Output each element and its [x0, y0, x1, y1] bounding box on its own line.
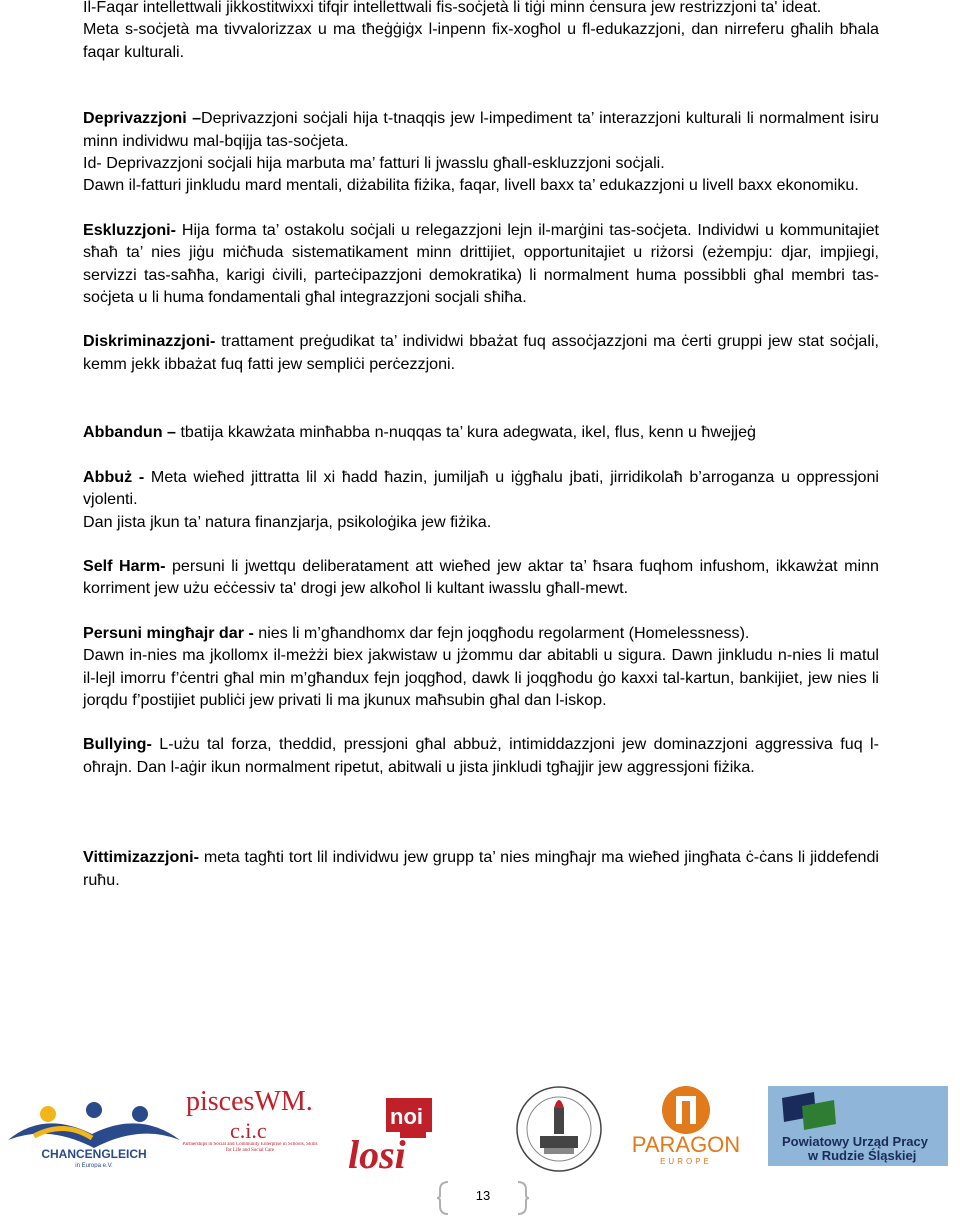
definition-deprivazzjoni: Deprivazzjoni soċjali hija t-tnaqqis jew l-impediment ta’ interazzjoni kulturali li normalment isiru minn individwu mal-bqijja tas-soċjeta. [83, 109, 879, 150]
noi-name: noi [390, 1104, 423, 1129]
paragraph-eskluzzjoni [83, 219, 879, 309]
pup-logo [768, 1086, 948, 1166]
term-deprivazzjoni: Deprivazzjoni – [83, 109, 202, 128]
definition-eskluzzjoni: Hija forma ta’ ostakolu soċjali u relegazzjoni lejn il-marġini tas-soċjeta. Individwi u kommunitajiet sħaħ ta’ nies jiġu miċħuda sistematikament minn drittijiet, opportunitajiet u riżorsi (eżempju: djar, impjiegi, servizzi tas-saħħa, karigi ċivili, parteċipazzjoni demokratika) li normalment huma possibbli għal membri tas-soċjeta u li huma fondamentali għal integrazzjoni socjali sħiħa. [83, 220, 879, 307]
definition-abbuz: Meta wieħed jittratta lil xi ħadd ħazin, jumiljaħ u iġgħalu jbati, jirridikolaħ b’arroganza u oppressjoni vjolenti. [83, 467, 879, 509]
term-abbuz: Abbuż - [83, 467, 145, 486]
pup-name: Powiatowy Urząd Pracy [782, 1134, 928, 1149]
chancengleich-name: CHANCENGLEICH [41, 1147, 147, 1161]
term-vittimizazzjoni: Vittimizazzjoni- [83, 848, 199, 867]
page-number: 13 [475, 1188, 491, 1203]
pisces-cic: c.i.c [230, 1118, 267, 1143]
paragraph-vittimizazzjoni [83, 846, 879, 891]
paragraph-abbandun [83, 421, 879, 443]
paragraph-deprivazzjoni-3: Dawn il-fatturi jinkludu mard mentali, diżabilita fiżika, faqar, livell baxx ta’ edukazzjoni u livell baxx ekonomiku. [83, 176, 859, 195]
paragraph-bullying [83, 733, 879, 778]
term-self-harm: Self Harm- [83, 556, 166, 575]
page-footer [0, 1180, 960, 1216]
noi-losi: losi [348, 1132, 406, 1172]
term-homelessness: Persuni mingħajr dar - [83, 623, 254, 642]
paragon-name: PARAGON [631, 1132, 741, 1157]
paragraph-homelessness-2: Dawn in-nies ma jkollomx il-meżżi biex jakwistaw u jżommu dar abitabli u sigura. Dawn jinkludu n-nies li matul il-lejl imorru f’ċentri għal min m’għandux fejn joqgħod, dawk li joqgħodu ġo kaxxi tal-kartun, bankijiet, jew nies li jorqdu f’postijiet publiċi jew privati li ma jkunux maħsubin għal dan l-iskop. [83, 646, 879, 709]
paragraph-deprivazzjoni-2: Id- Deprivazzjoni soċjali hija marbuta ma’ fatturi li jwasslu għall-eskluzzjoni soċjali. [83, 154, 665, 173]
school-seal-logo [510, 1084, 608, 1174]
partner-logos [0, 1078, 960, 1178]
definition-bullying: L-użu tal forza, theddid, pressjoni għal abbuż, intimiddazzjoni jew dominazzjoni aggressiva fuq l-oħrajn. Dan l-aġir ikun normalment ripetut, abitwali u jista jinkludi tgħajjir jew aggressjoni fiżika. [83, 735, 879, 776]
paragraph-faqar-kulturali: Meta s-soċjetà ma tivvalorizzax u ma tħeġġiġx l-inpenn fix-xogħol u fl-edukazzjoni, dan nirreferu għalih bħala faqar kulturali. [83, 20, 879, 61]
pisces-tagline: Partnerships in Social and Community Enterprise in Schools, Skills for Life and Social Care [182, 1142, 318, 1153]
pisces-logo [182, 1084, 318, 1170]
term-bullying: Bullying- [83, 735, 152, 754]
definition-diskriminazzjoni: trattament preġudikat ta’ individwi bbażat fuq assoċjazzjoni ma ċerti gruppi jew stat soċjali, kemm jekk ibbażat fuq fatti jew sempliċi perċezzjoni. [83, 332, 879, 373]
paragraph-abbuz [83, 466, 879, 511]
paragraph-homelessness [83, 622, 879, 644]
paragraph-deprivazzjoni [83, 107, 879, 152]
term-diskriminazzjoni: Diskriminazzjoni- [83, 332, 216, 351]
definition-homelessness: nies li m’għandhomx dar fejn joqgħodu regolarment (Homelessness). [253, 623, 750, 642]
noi-logo [328, 1098, 492, 1172]
definition-self-harm: persuni li jwettqu deliberatament att wieħed jew aktar ta’ ħsara fuqhom infushom, ikkawżat minn korriment jew użu eċċessiv ta' drogi jew alkoħol li kultant iwasslu għall-mewt. [83, 556, 879, 598]
paragon-logo [620, 1084, 752, 1172]
paragraph-self-harm [83, 555, 879, 600]
definition-vittimizazzjoni: meta tagħti tort lil individwu jew grupp ta’ nies mingħajr ma wieħed jingħata ċ-ċans li jiddefendi ruħu. [83, 848, 879, 889]
paragon-sub: EUROPE [660, 1157, 712, 1166]
chancengleich-logo [4, 1100, 184, 1168]
paragraph-diskriminazzjoni [83, 330, 879, 375]
pisces-name: piscesWM. [186, 1086, 313, 1117]
pup-sub: w Rudzie Śląskiej [808, 1148, 917, 1163]
term-abbandun: Abbandun – [83, 423, 176, 442]
document-body [83, 0, 879, 891]
paragraph-abbuz-2: Dan jista jkun ta’ natura finanzjarja, psikoloġika jew fiżika. [83, 512, 492, 531]
chancengleich-sub: in Europa e.V. [75, 1163, 113, 1168]
paragraph-faqar-intellettwali: Il-Faqar intellettwali jikkostitwixxi tifqir intellettwali fis-soċjetà li tiġi minn ċensura jew restrizzjoni ta' ideat. [83, 0, 822, 16]
definition-abbandun: tbatija kkawżata minħabba n-nuqqas ta’ kura adegwata, ikel, flus, kenn u ħwejjeġ [175, 423, 757, 442]
term-eskluzzjoni: Eskluzzjoni- [83, 220, 176, 239]
